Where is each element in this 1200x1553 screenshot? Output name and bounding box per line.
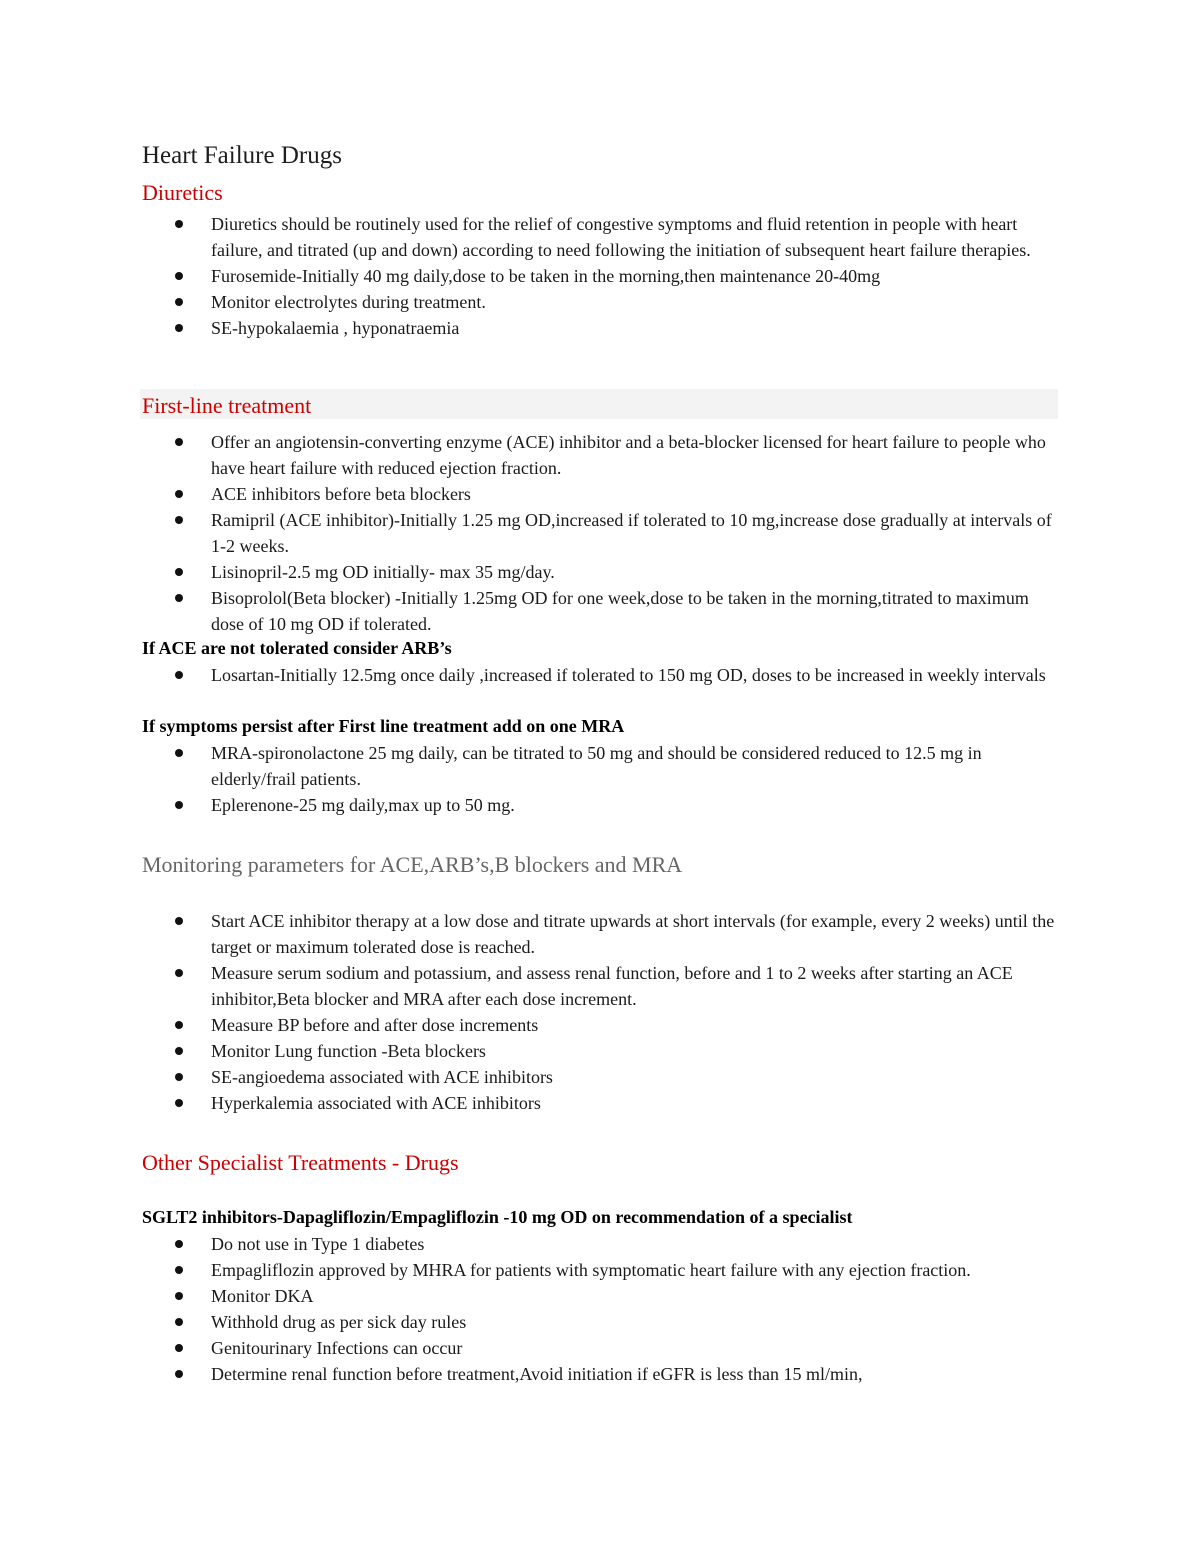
list-item: Losartan-Initially 12.5mg once daily ,increased if tolerated to 150 mg OD, doses to be increased in weekly intervals [0,662,1061,688]
mra-list [0,740,1200,818]
other-treatments-heading: Other Specialist Treatments - Drugs [142,1150,459,1175]
bullet-icon [175,272,183,280]
list-item: Ramipril (ACE inhibitor)-Initially 1.25 mg OD,increased if tolerated to 10 mg,increase dose gradually at intervals of 1-2 weeks. [0,507,1061,559]
bullet-icon [175,324,183,332]
bullet-icon [175,1292,183,1300]
list-item: Monitor electrolytes during treatment. [0,289,1061,315]
bullet-icon [175,1047,183,1055]
list-item: Empagliflozin approved by MHRA for patients with symptomatic heart failure with any ejection fraction. [0,1257,1061,1283]
bullet-icon [175,917,183,925]
mra-subheading: If symptoms persist after First line treatment add on one MRA [142,716,625,736]
list-item: Monitor DKA [0,1283,1061,1309]
arb-list [0,662,1200,688]
diuretics-heading: Diuretics [142,180,223,205]
first-line-heading: First-line treatment [142,393,312,418]
bullet-icon [175,1021,183,1029]
bullet-icon [175,298,183,306]
bullet-icon [175,490,183,498]
bullet-icon [175,1344,183,1352]
list-item: Do not use in Type 1 diabetes [0,1231,1061,1257]
list-item: Diuretics should be routinely used for the relief of congestive symptoms and fluid retention in people with heart failure, and titrated (up and down) according to need following the initiation of subsequent heart failure therapies. [0,211,1061,263]
list-item: Determine renal function before treatment,Avoid initiation if eGFR is less than 15 ml/min, [0,1361,1061,1387]
list-item: Genitourinary Infections can occur [0,1335,1061,1361]
list-item: ACE inhibitors before beta blockers [0,481,1061,507]
bullet-icon [175,801,183,809]
list-item: SE-hypokalaemia , hyponatraemia [0,315,1061,341]
diuretics-list [0,211,1200,341]
monitoring-list [0,908,1200,1116]
list-item: Monitor Lung function -Beta blockers [0,1038,1061,1064]
list-item: Hyperkalemia associated with ACE inhibitors [0,1090,1061,1116]
list-item: Withhold drug as per sick day rules [0,1309,1061,1335]
bullet-icon [175,220,183,228]
list-item: Furosemide-Initially 40 mg daily,dose to be taken in the morning,then maintenance 20-40mg [0,263,1061,289]
bullet-icon [175,438,183,446]
bullet-icon [175,594,183,602]
bullet-icon [175,1370,183,1378]
bullet-icon [175,1240,183,1248]
bullet-icon [175,1266,183,1274]
list-item: Eplerenone-25 mg daily,max up to 50 mg. [0,792,1061,818]
list-item: Start ACE inhibitor therapy at a low dose and titrate upwards at short intervals (for example, every 2 weeks) until the target or maximum tolerated dose is reached. [0,908,1061,960]
list-item: Measure serum sodium and potassium, and assess renal function, before and 1 to 2 weeks after starting an ACE inhibitor,Beta blocker and MRA after each dose increment. [0,960,1061,1012]
bullet-icon [175,1099,183,1107]
sglt2-list [0,1231,1200,1387]
bullet-icon [175,1318,183,1326]
bullet-icon [175,969,183,977]
bullet-icon [175,516,183,524]
first-line-list [0,429,1200,637]
list-item: Lisinopril-2.5 mg OD initially- max 35 mg/day. [0,559,1061,585]
sglt2-subheading: SGLT2 inhibitors-Dapagliflozin/Empagliflozin -10 mg OD on recommendation of a specialist [142,1207,853,1227]
bullet-icon [175,671,183,679]
list-item: MRA-spironolactone 25 mg daily, can be titrated to 50 mg and should be considered reduced to 12.5 mg in elderly/frail patients. [0,740,1061,792]
page-title: Heart Failure Drugs [142,142,342,169]
monitoring-heading: Monitoring parameters for ACE,ARB’s,B blockers and MRA [142,852,683,877]
bullet-icon [175,568,183,576]
list-item: Measure BP before and after dose increments [0,1012,1061,1038]
list-item: SE-angioedema associated with ACE inhibitors [0,1064,1061,1090]
bullet-icon [175,749,183,757]
list-item: Offer an angiotensin-converting enzyme (ACE) inhibitor and a beta-blocker licensed for heart failure to people who have heart failure with reduced ejection fraction. [0,429,1061,481]
bullet-icon [175,1073,183,1081]
list-item: Bisoprolol(Beta blocker) -Initially 1.25mg OD for one week,dose to be taken in the morning,titrated to maximum dose of 10 mg OD if tolerated. [0,585,1061,637]
arb-subheading: If ACE are not tolerated consider ARB’s [142,638,452,658]
